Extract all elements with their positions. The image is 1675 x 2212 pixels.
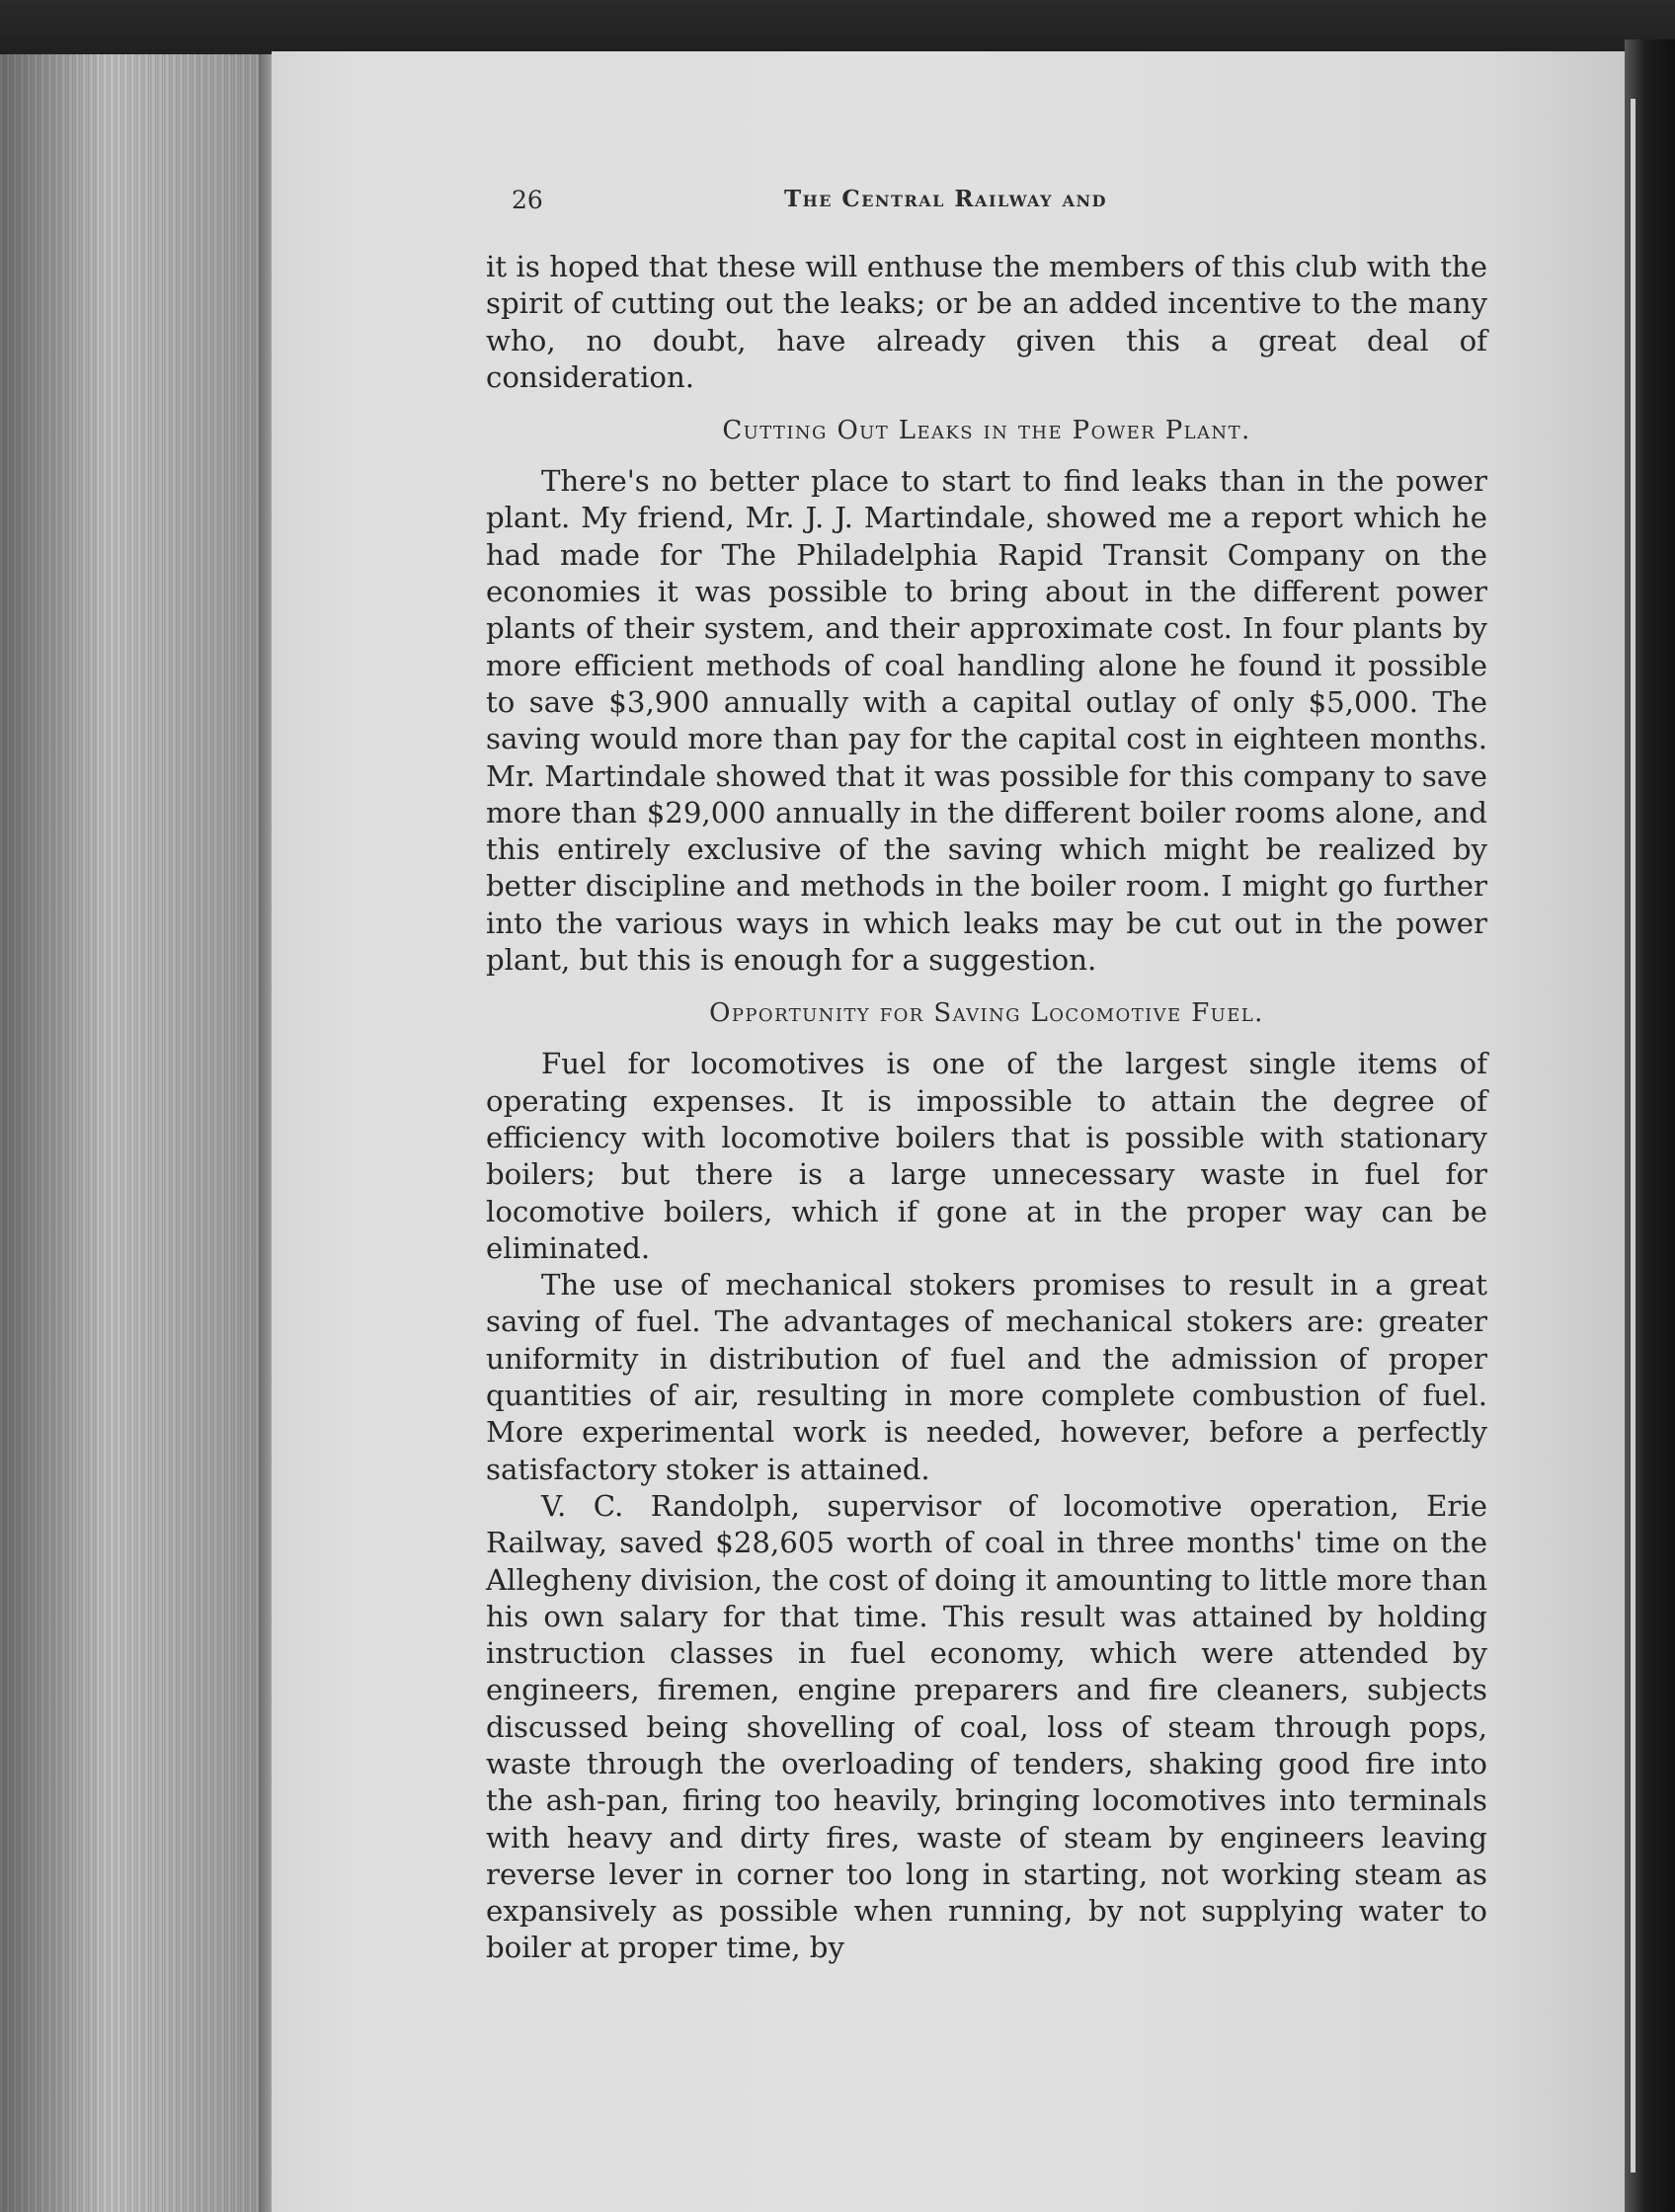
paragraph-2: There's no better place to start to find leaks than in the power plant. My friend, Mr. J. J. Martindale, showed me a report which he had made for The Philadelphia Rapid Transit Company on the economies it was possible to bring about in the different power plants of their system, and their approximate cost. In four plants by more efficient methods of coal handling alone he found it possible to save $3,900 annually with a capital outlay of only $5,000. The saving would more than pay for the capital cost in eighteen months. Mr. Martindale showed that it was possible for this company to save more than $29,000 annually in the different boiler rooms alone, and this entirely exclusive of the saving which might be realized by better discipline and methods in the boiler room. I might go further into the various ways in which leaks may be cut out in the power plant, but this is enough for a suggestion. [486,464,1487,978]
paragraph-4: The use of mechanical stokers promises to result in a great saving of fuel. The advantages of mechanical stokers are: greater uniformity in distribution of fuel and the admission of proper quantities of air, resulting in more complete combustion of fuel. More experimental work is needed, however, before a perfectly satisfactory stoker is attained. [486,1268,1487,1486]
running-head [0,186,1675,219]
body-text [486,249,1487,1967]
page-number: 26 [512,186,543,214]
running-title: The Central Railway and [784,186,1108,212]
paragraph-5: V. C. Randolph, supervisor of locomotive operation, Erie Railway, saved $28,605 worth of coal in three months' time on the Allegheny division, the cost of doing it amounting to little more than his own salary for that time. This result was attained by holding instruction classes in fuel economy, which were attended by engineers, firemen, engine preparers and fire cleaners, subjects discussed being shovelling of coal, loss of steam through pops, waste through the overloading of tenders, shaking good fire into the ash-pan, firing too heavily, bringing locomotives into terminals with heavy and dirty fires, waste of steam by engineers leaving reverse lever in corner too long in starting, not working steam as expansively as possible when running, by not supplying water to boiler at proper time, by [486,1488,1487,1965]
facing-page-edge [1625,40,1675,2212]
section-heading-power-plant: Cutting Out Leaks in the Power Plant. [722,416,1251,446]
section-heading-locomotive-fuel: Opportunity for Saving Locomotive Fuel. [709,998,1264,1029]
paragraph-1: it is hoped that these will enthuse the members of this club with the spirit of cutting out the leaks; or be an added incentive to the many who, no doubt, have already given this a great deal of consideration. [486,250,1487,394]
page-edges-left [0,54,272,2212]
paragraph-3: Fuel for locomotives is one of the largest single items of operating expenses. It is impossible to attain the degree of efficiency with locomotive boilers that is possible with stationary boilers; but there is a large unnecessary waste in fuel for locomotive boilers, which if gone at in the proper way can be eliminated. [486,1047,1487,1265]
